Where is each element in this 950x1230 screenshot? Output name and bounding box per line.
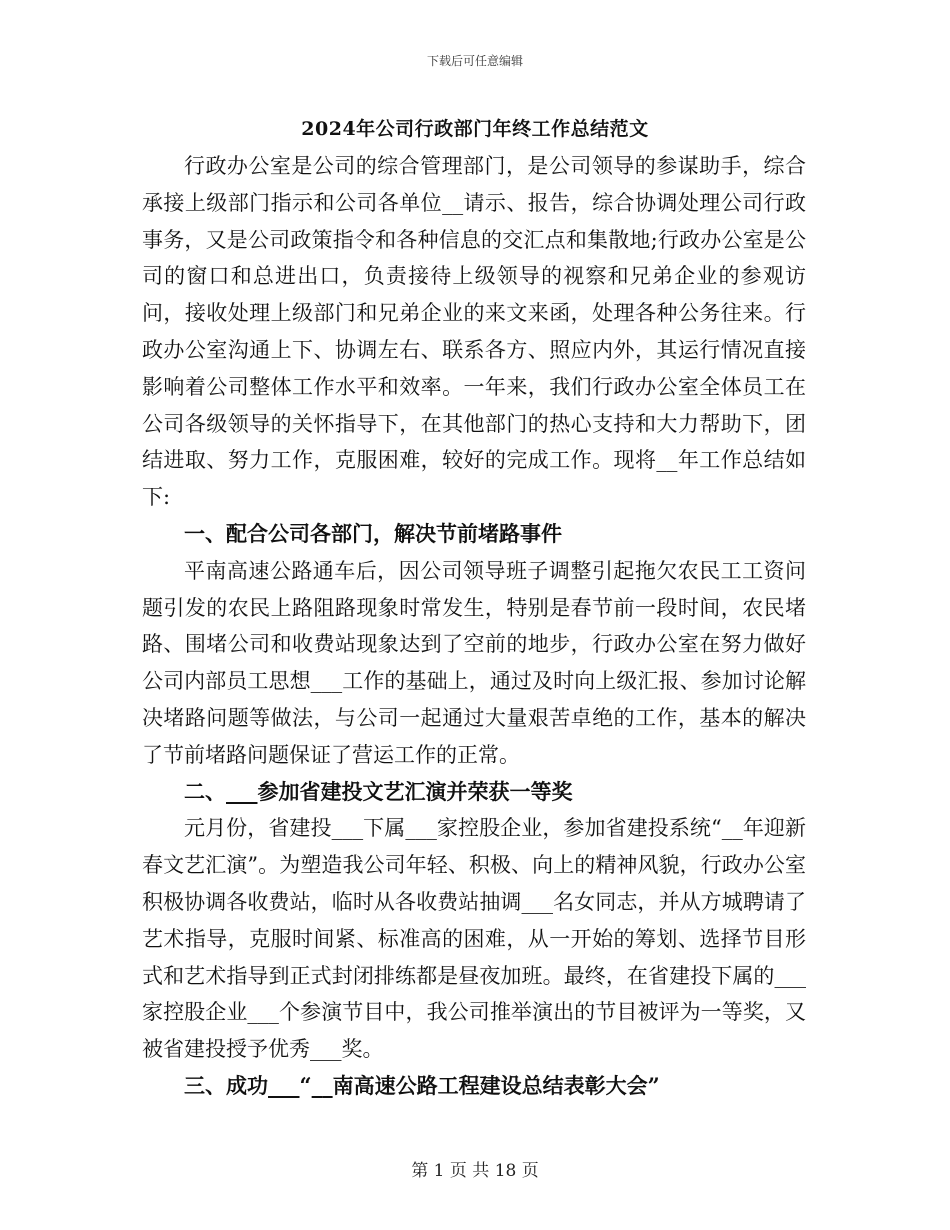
header-note: 下载后可任意编辑 — [426, 54, 523, 68]
page-number: 第 1 页 共 18 页 — [411, 1161, 539, 1181]
section-heading-3: 三、成功___“__南高速公路工程建设总结表彰大会” — [184, 1072, 660, 1098]
section-paragraph-2: 元月份，省建投___下属___家控股企业，参加省建投系统“__年迎新春文艺汇演”。为塑造我公司年轻、积极、向上的精神风貌，行政办公室积极协调各收费站，临时从各收费站抽调___名女同志，并从方城聘请了艺术指导，克服时间紧、标准高的困难，从一开始的筹划、选择节目形式和艺术指导到正式封闭排练都是昼夜加班。最终，在省建投下属的___家控股企业___个参演节目中，我公司推举演出的节目被评为一等奖，又被省建投授予优秀___奖。 — [142, 816, 806, 1062]
intro-paragraph: 行政办公室是公司的综合管理部门，是公司领导的参谋助手，综合承接上级部门指示和公司各单位__请示、报告，综合协调处理公司行政事务，又是公司政策指令和各种信息的交汇点和集散地;行政办公室是公司的窗口和总进出口，负责接待上级领导的视察和兄弟企业的参观访问，接收处理上级部门和兄弟企业的来文来函，处理各种公务往来。行政办公室沟通上下、协调左右、联系各方、照应内外，其运行情况直接影响着公司整体工作水平和效率。一年来，我们行政办公室全体员工在公司各级领导的关怀指导下，在其他部门的热心支持和大力帮助下，团结进取、努力工作，克服困难，较好的完成工作。现将__年工作总结如下: — [142, 154, 806, 510]
section-heading-1: 一、配合公司各部门，解决节前堵路事件 — [184, 520, 562, 546]
document-body — [142, 148, 806, 1105]
section-heading-2: 二、___参加省建投文艺汇演并荣获一等奖 — [184, 778, 573, 804]
section-paragraph-1: 平南高速公路通车后，因公司领导班子调整引起拖欠农民工工资问题引发的农民上路阻路现象时常发生，特别是春节前一段时间，农民堵路、围堵公司和收费站现象达到了空前的地步，行政办公室在努力做好公司内部员工思想___工作的基础上，通过及时向上级汇报、参加讨论解决堵路问题等做法，与公司一起通过大量艰苦卓绝的工作，基本的解决了节前堵路问题保证了营运工作的正常。 — [142, 558, 806, 767]
document-title: 2024年公司行政部门年终工作总结范文 — [301, 118, 649, 140]
